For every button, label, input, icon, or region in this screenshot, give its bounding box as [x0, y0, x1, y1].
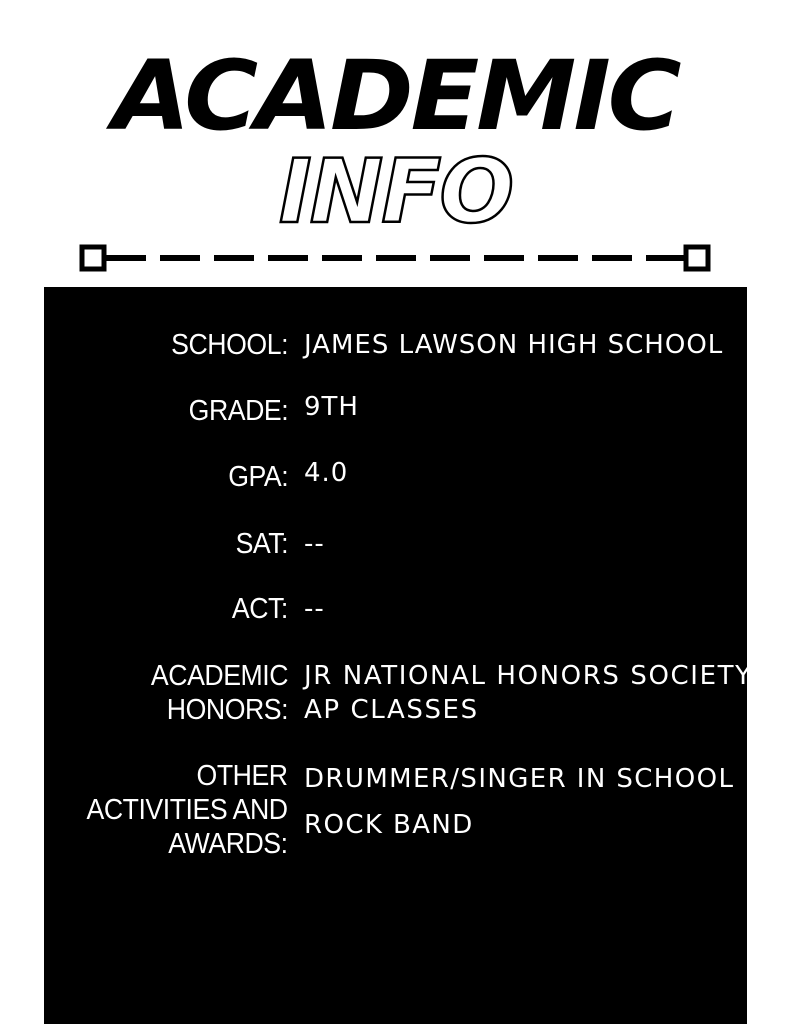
activities-label-line: OTHER: [196, 760, 288, 792]
gpa-label: GPA:: [228, 461, 288, 493]
activities-value-line: ROCK BAND: [304, 810, 474, 840]
page-title: ACADEMIC: [112, 40, 679, 152]
activities-label-line: AWARDS:: [168, 828, 288, 860]
activities-value: [304, 762, 734, 842]
honors-label-line: HONORS:: [166, 694, 288, 726]
activities-label-line: ACTIVITIES AND: [86, 794, 288, 826]
honors-value: [304, 659, 753, 727]
info-panel: [44, 287, 747, 1024]
honors-value-line: AP CLASSES: [304, 695, 479, 725]
sat-label: SAT:: [235, 528, 288, 560]
gpa-value: 4.0: [304, 458, 349, 488]
honors-value-line: JR NATIONAL HONORS SOCIETY: [304, 661, 753, 691]
act-label: ACT:: [232, 593, 288, 625]
honors-label: [151, 659, 288, 727]
dashed-divider: [78, 240, 714, 276]
activities-label: [87, 759, 288, 861]
activities-value-line: DRUMMER/SINGER IN SCHOOL: [304, 764, 735, 794]
school-value: JAMES LAWSON HIGH SCHOOL: [304, 330, 724, 360]
page-subtitle: INFO: [278, 140, 513, 243]
sat-value: --: [304, 529, 325, 559]
school-label: SCHOOL:: [171, 329, 288, 361]
grade-value: 9TH: [304, 392, 359, 422]
act-value: --: [304, 594, 325, 624]
honors-label-line: ACADEMIC: [150, 660, 288, 692]
grade-label: GRADE:: [188, 395, 288, 427]
